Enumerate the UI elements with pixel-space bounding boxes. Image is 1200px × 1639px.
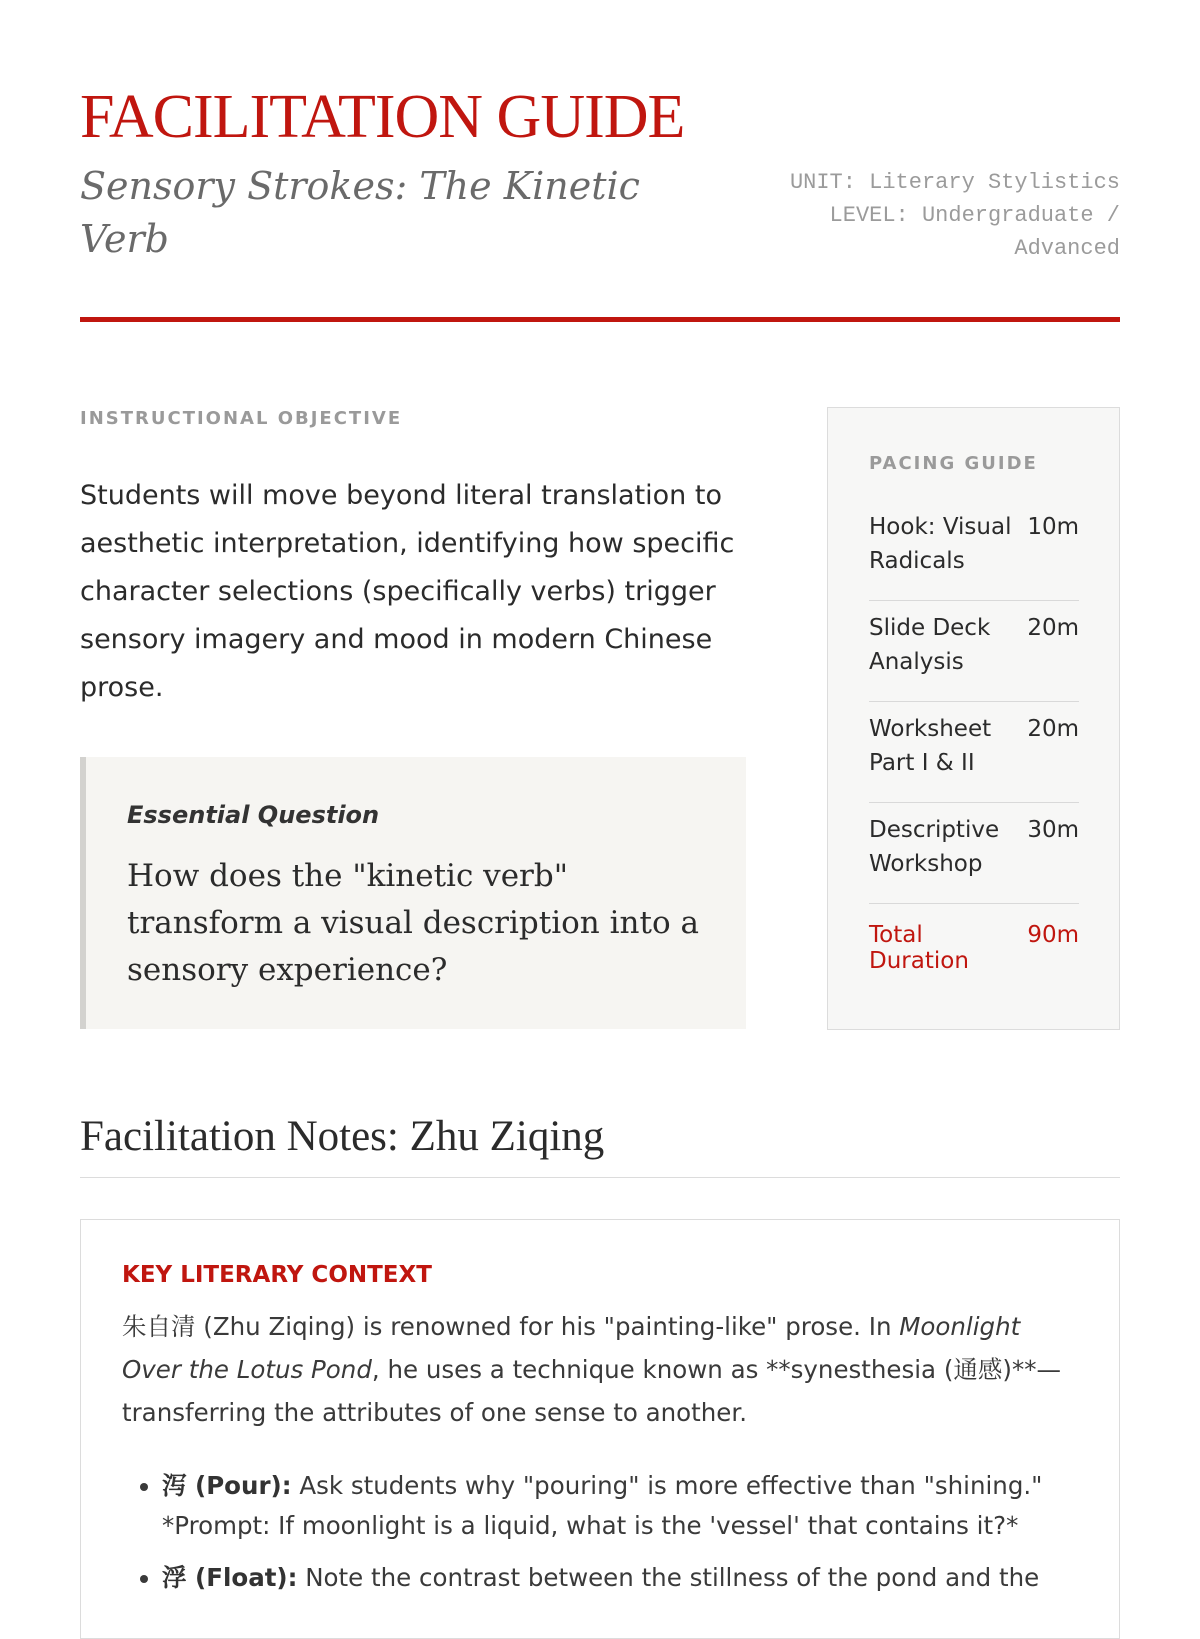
pacing-activity: Slide Deck Analysis [869, 615, 991, 675]
list-item [162, 1558, 1082, 1598]
pacing-activity: Descriptive Workshop [869, 817, 1000, 877]
pacing-duration: 20m [1027, 615, 1079, 641]
essential-question-label: Essential Question [127, 801, 380, 829]
pacing-duration: 30m [1027, 817, 1079, 843]
context-text-end: , he uses a technique known as **synesthesia (通感)**—transferring the attributes of one sense to another. [122, 1355, 1061, 1427]
objective-text: Students will move beyond literal translation to aesthetic interpretation, identifying how specific character selections (specifically verbs) trigger sensory imagery and mood in modern Chinese prose. [80, 480, 735, 703]
unit-line: UNIT: Literary Stylistics [789, 170, 1120, 195]
pacing-row [869, 803, 1079, 904]
total-duration-value: 90m [1027, 922, 1079, 948]
pacing-duration: 10m [1027, 514, 1079, 540]
pacing-total [869, 904, 1079, 974]
context-heading: KEY LITERARY CONTEXT [122, 1262, 432, 1288]
total-duration-label: Total Duration [869, 922, 969, 974]
verb-term: 浮 (Float): [162, 1563, 298, 1592]
pacing-guide-panel [827, 407, 1120, 1030]
facilitation-guide-page [80, 0, 1120, 1600]
section-divider [80, 1177, 1120, 1178]
facilitation-notes-title: Facilitation Notes: Zhu Ziqing [80, 1113, 605, 1160]
document-title: FACILITATION GUIDE [80, 83, 685, 151]
unit-meta [760, 166, 1120, 265]
list-item [162, 1466, 1082, 1546]
essential-question-text: How does the "kinetic verb" transform a visual description into a sensory experience? [127, 858, 699, 988]
pacing-duration: 20m [1027, 716, 1079, 742]
objective-label: INSTRUCTIONAL OBJECTIVE [80, 408, 403, 429]
literary-context-card [80, 1219, 1120, 1639]
pacing-activity: Worksheet Part I & II [869, 716, 992, 776]
pacing-row [869, 500, 1079, 601]
verb-notes-list [122, 1466, 1082, 1610]
lesson-subtitle: Sensory Strokes: The Kinetic Verb [80, 164, 640, 261]
context-text-start: 朱自清 (Zhu Ziqing) is renowned for his "painting-like" prose. In [122, 1312, 900, 1341]
work-title: Moonlight Over the Lotus Pond [122, 1312, 1021, 1384]
verb-term: 泻 (Pour): [162, 1471, 292, 1500]
pacing-activity: Hook: Visual Radicals [869, 514, 1012, 574]
verb-note: Note the contrast between the stillness of the pond and the [297, 1563, 1040, 1592]
verb-note: Ask students why "pouring" is more effective than "shining." *Prompt: If moonlight is a liquid, what is the 'vessel' that contains it?* [162, 1471, 1043, 1540]
pacing-guide-label: PACING GUIDE [869, 453, 1038, 474]
pacing-list [869, 500, 1079, 974]
pacing-row [869, 601, 1079, 702]
level-line: LEVEL: Undergraduate / Advanced [829, 203, 1120, 261]
context-paragraph [122, 1305, 1082, 1434]
essential-question-box [80, 757, 746, 1029]
header-divider [80, 317, 1120, 322]
pacing-row [869, 702, 1079, 803]
